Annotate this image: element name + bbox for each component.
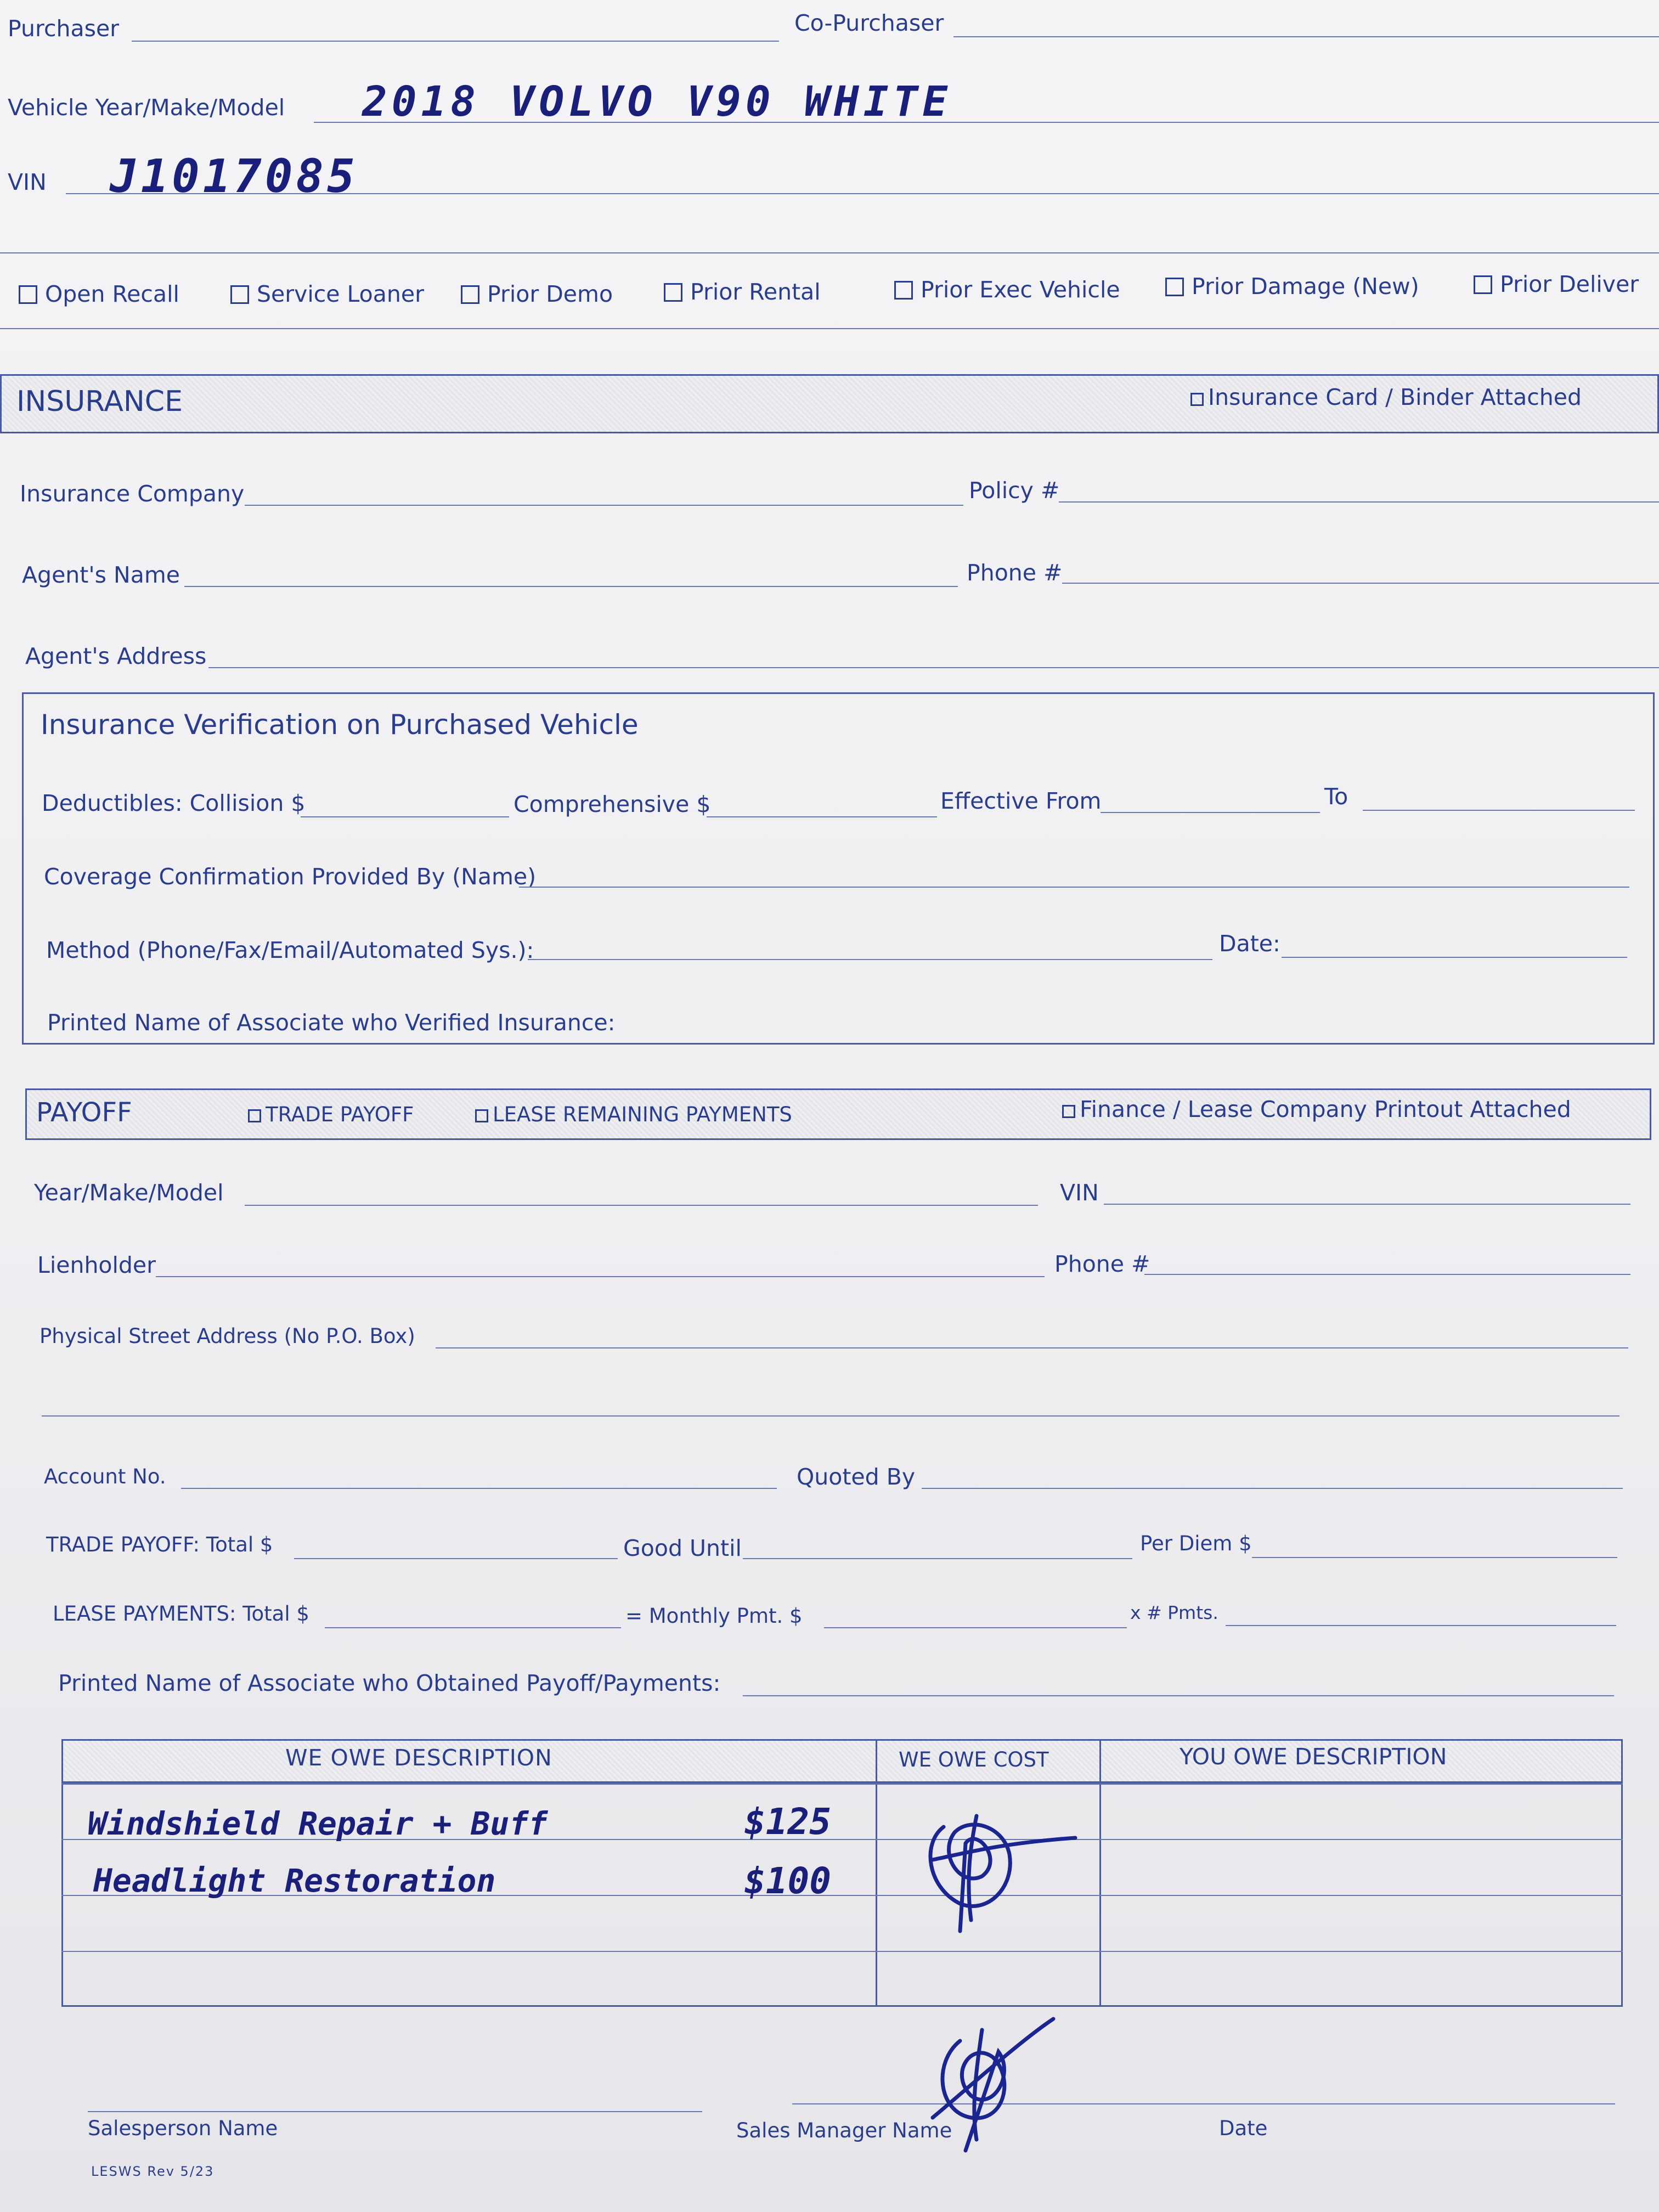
effective-from-label: Effective From <box>940 788 1102 814</box>
collision-label: Deductibles: Collision $ <box>42 790 306 816</box>
salesperson-line[interactable] <box>88 2111 702 2112</box>
trade-total-label: TRADE PAYOFF: Total $ <box>46 1533 273 1556</box>
to-line[interactable] <box>1363 810 1635 811</box>
checkbox-icon[interactable] <box>1474 275 1492 294</box>
owe-table-row-line <box>61 1951 1623 1952</box>
insurance-heading: INSURANCE <box>16 385 183 418</box>
check-prior-demo[interactable]: Prior Demo <box>461 281 613 307</box>
verification-date-line[interactable] <box>1282 957 1627 958</box>
purchaser-line[interactable] <box>132 41 779 42</box>
payoff-heading: PAYOFF <box>36 1097 132 1128</box>
account-label: Account No. <box>44 1465 166 1488</box>
payoff-vin-label: VIN <box>1060 1180 1099 1206</box>
collision-line[interactable] <box>301 816 509 817</box>
check-open-recall[interactable]: Open Recall <box>19 281 179 307</box>
owe-row-1-cost: $125 <box>744 1801 831 1843</box>
per-diem-label: Per Diem $ <box>1140 1532 1252 1555</box>
comprehensive-line[interactable] <box>707 816 937 817</box>
checkbox-icon[interactable] <box>461 285 479 304</box>
check-prior-exec-vehicle[interactable]: Prior Exec Vehicle <box>894 276 1120 303</box>
co-purchaser-line[interactable] <box>953 36 1659 37</box>
trade-total-line[interactable] <box>294 1558 618 1559</box>
agent-phone-line[interactable] <box>1062 583 1659 584</box>
verified-by-label: Printed Name of Associate who Verified Insurance: <box>47 1009 616 1036</box>
form-code: LESWS Rev 5/23 <box>91 2164 215 2179</box>
policy-line[interactable] <box>1059 501 1659 503</box>
lease-remaining-check[interactable]: LEASE REMAINING PAYMENTS <box>475 1103 792 1126</box>
col-we-owe-description: WE OWE DESCRIPTION <box>285 1745 552 1771</box>
co-purchaser-label: Co-Purchaser <box>794 10 944 36</box>
check-prior-deliver[interactable]: Prior Deliver <box>1474 271 1639 297</box>
per-diem-line[interactable] <box>1252 1557 1617 1558</box>
sales-manager-label: Sales Manager Name <box>736 2119 952 2142</box>
agent-name-label: Agent's Name <box>22 562 180 588</box>
insurance-company-line[interactable] <box>245 505 963 506</box>
good-until-line[interactable] <box>743 1558 1132 1559</box>
agent-phone-label: Phone # <box>967 560 1063 586</box>
divider <box>0 252 1659 253</box>
vehicle-value: 2018 VOLVO V90 WHITE <box>362 77 952 126</box>
good-until-label: Good Until <box>623 1535 742 1561</box>
payoff-printed-name-label: Printed Name of Associate who Obtained Payoff/Payments: <box>58 1670 721 1696</box>
manager-initials-signature <box>911 1794 1086 1942</box>
coverage-line[interactable] <box>519 887 1629 888</box>
insurance-company-label: Insurance Company <box>20 481 245 507</box>
policy-label: Policy # <box>969 477 1060 504</box>
agent-address-line[interactable] <box>208 667 1659 668</box>
owe-table-col-divider <box>876 1739 877 2007</box>
method-label: Method (Phone/Fax/Email/Automated Sys.): <box>46 937 534 963</box>
lienholder-label: Lienholder <box>37 1252 156 1278</box>
check-prior-damage[interactable]: Prior Damage (New) <box>1165 273 1419 300</box>
date-label: Date <box>1219 2117 1268 2140</box>
lienholder-line[interactable] <box>156 1276 1045 1277</box>
payoff-vin-line[interactable] <box>1104 1204 1630 1205</box>
col-you-owe-description: YOU OWE DESCRIPTION <box>1180 1743 1447 1770</box>
salesperson-label: Salesperson Name <box>88 2117 278 2140</box>
lienholder-phone-line[interactable] <box>1144 1274 1630 1275</box>
vin-value: J1017085 <box>110 149 358 203</box>
checkbox-icon[interactable] <box>1062 1105 1075 1118</box>
quoted-by-label: Quoted By <box>797 1464 916 1490</box>
check-prior-rental[interactable]: Prior Rental <box>664 279 821 305</box>
vin-label: VIN <box>8 169 47 195</box>
insurance-card-attached[interactable]: Insurance Card / Binder Attached <box>1190 384 1582 410</box>
owe-row-1-description: Windshield Repair + Buff <box>88 1805 548 1842</box>
to-label: To <box>1324 783 1348 810</box>
verification-title: Insurance Verification on Purchased Vehicle <box>41 709 639 741</box>
lease-total-line[interactable] <box>325 1627 621 1628</box>
purchaser-label: Purchaser <box>8 15 120 42</box>
finance-printout-check[interactable]: Finance / Lease Company Printout Attached <box>1062 1096 1571 1122</box>
payoff-ymm-label: Year/Make/Model <box>34 1180 224 1206</box>
payoff-ymm-line[interactable] <box>245 1205 1038 1206</box>
vehicle-label: Vehicle Year/Make/Model <box>8 94 285 121</box>
lienholder-phone-label: Phone # <box>1054 1251 1150 1277</box>
owe-table-col-divider <box>1099 1739 1101 2007</box>
effective-from-line[interactable] <box>1101 812 1320 813</box>
agent-address-label: Agent's Address <box>25 643 207 669</box>
check-service-loaner[interactable]: Service Loaner <box>230 281 424 307</box>
lease-total-label: LEASE PAYMENTS: Total $ <box>53 1602 309 1626</box>
owe-row-2-description: Headlight Restoration <box>93 1862 496 1899</box>
account-line[interactable] <box>181 1488 777 1489</box>
owe-table-row-line <box>61 1783 1623 1785</box>
verification-date-label: Date: <box>1219 930 1280 957</box>
checkbox-icon[interactable] <box>1165 278 1184 296</box>
quoted-by-line[interactable] <box>922 1488 1623 1489</box>
agent-name-line[interactable] <box>184 586 958 587</box>
method-line[interactable] <box>528 959 1212 960</box>
coverage-label: Coverage Confirmation Provided By (Name) <box>44 864 537 890</box>
monthly-pmt-line[interactable] <box>824 1627 1127 1628</box>
address-line-2[interactable] <box>42 1415 1620 1417</box>
divider <box>0 328 1659 329</box>
num-pmts-line[interactable] <box>1226 1625 1616 1626</box>
trade-payoff-check[interactable]: TRADE PAYOFF <box>248 1103 414 1126</box>
comprehensive-label: Comprehensive $ <box>514 791 711 817</box>
address-line[interactable] <box>436 1347 1628 1348</box>
monthly-pmt-label: = Monthly Pmt. $ <box>625 1604 803 1628</box>
checkbox-icon[interactable] <box>248 1109 261 1122</box>
payoff-printed-name-line[interactable] <box>743 1695 1614 1696</box>
num-pmts-label: x # Pmts. <box>1130 1602 1218 1623</box>
checkbox-icon[interactable] <box>19 285 37 304</box>
checkbox-icon[interactable] <box>230 285 249 304</box>
checkbox-icon[interactable] <box>475 1109 488 1122</box>
owe-row-2-cost: $100 <box>744 1860 831 1902</box>
checkbox-icon[interactable] <box>894 281 913 300</box>
checkbox-icon[interactable] <box>1190 393 1204 406</box>
address-label: Physical Street Address (No P.O. Box) <box>40 1324 415 1348</box>
checkbox-icon[interactable] <box>664 283 682 302</box>
col-we-owe-cost: WE OWE COST <box>899 1748 1049 1771</box>
